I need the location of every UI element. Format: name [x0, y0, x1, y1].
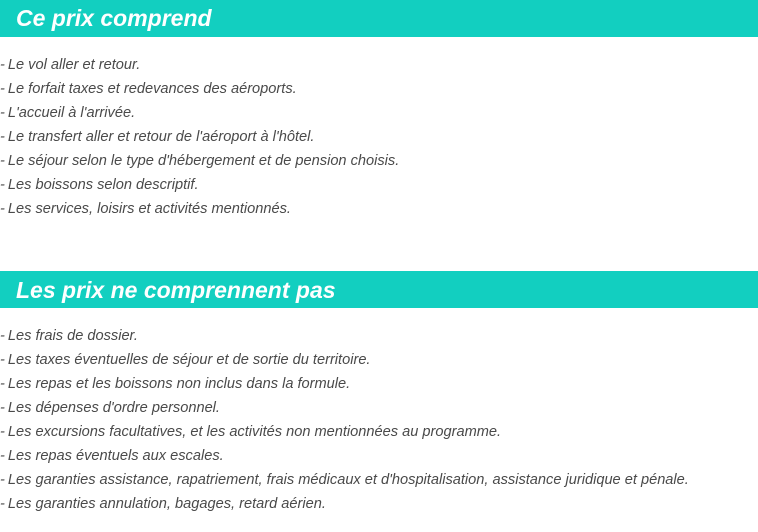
list-item-text: Les repas éventuels aux escales.	[7, 448, 224, 464]
bullet-dash: -	[0, 448, 5, 464]
list-item-text: Les taxes éventuelles de séjour et de sortie du territoire.	[7, 352, 371, 368]
list-item-text: Les garanties assistance, rapatriement, frais médicaux et d'hospitalisation, assistance juridique et pénale.	[7, 472, 689, 488]
list-item	[0, 471, 689, 495]
bullet-dash: -	[0, 129, 5, 145]
list-item	[0, 176, 399, 200]
list-item-text: L'accueil à l'arrivée.	[7, 105, 136, 121]
list-item	[0, 80, 399, 104]
bullet-dash: -	[0, 201, 5, 217]
list-item	[0, 128, 399, 152]
bullet-dash: -	[0, 376, 5, 392]
list-item	[0, 375, 689, 399]
bullet-dash: -	[0, 400, 5, 416]
bullet-dash: -	[0, 424, 5, 440]
list-item	[0, 399, 689, 423]
list-item	[0, 447, 689, 471]
list-item-text: Les frais de dossier.	[7, 328, 138, 344]
list-item-text: Les services, loisirs et activités mentionnés.	[7, 201, 291, 217]
list-item	[0, 351, 689, 375]
not-included-section-title: Les prix ne comprennent pas	[16, 277, 336, 303]
list-item-text: Le forfait taxes et redevances des aéroports.	[7, 81, 297, 97]
list-item	[0, 327, 689, 351]
included-section-title: Ce prix comprend	[16, 5, 212, 31]
list-item-text: Les excursions facultatives, et les activités non mentionnées au programme.	[7, 424, 502, 440]
bullet-dash: -	[0, 352, 5, 368]
bullet-dash: -	[0, 81, 5, 97]
list-item-text: Le vol aller et retour.	[7, 57, 141, 73]
list-item-text: Le séjour selon le type d'hébergement et de pension choisis.	[7, 153, 400, 169]
bullet-dash: -	[0, 153, 5, 169]
list-item-text: Le transfert aller et retour de l'aéroport à l'hôtel.	[7, 129, 315, 145]
bullet-dash: -	[0, 57, 5, 73]
list-item	[0, 423, 689, 447]
bullet-dash: -	[0, 105, 5, 121]
included-section-header	[0, 0, 758, 37]
list-item	[0, 495, 689, 519]
bullet-dash: -	[0, 472, 5, 488]
bullet-dash: -	[0, 328, 5, 344]
list-item	[0, 56, 399, 80]
list-item	[0, 200, 399, 224]
list-item-text: Les repas et les boissons non inclus dans la formule.	[7, 376, 351, 392]
list-item-text: Les garanties annulation, bagages, retard aérien.	[7, 496, 326, 512]
list-item	[0, 152, 399, 176]
not-included-items-list	[0, 327, 689, 519]
bullet-dash: -	[0, 177, 5, 193]
list-item-text: Les dépenses d'ordre personnel.	[7, 400, 220, 416]
not-included-section-header	[0, 271, 758, 308]
list-item	[0, 104, 399, 128]
included-items-list	[0, 56, 399, 224]
list-item-text: Les boissons selon descriptif.	[7, 177, 199, 193]
bullet-dash: -	[0, 496, 5, 512]
